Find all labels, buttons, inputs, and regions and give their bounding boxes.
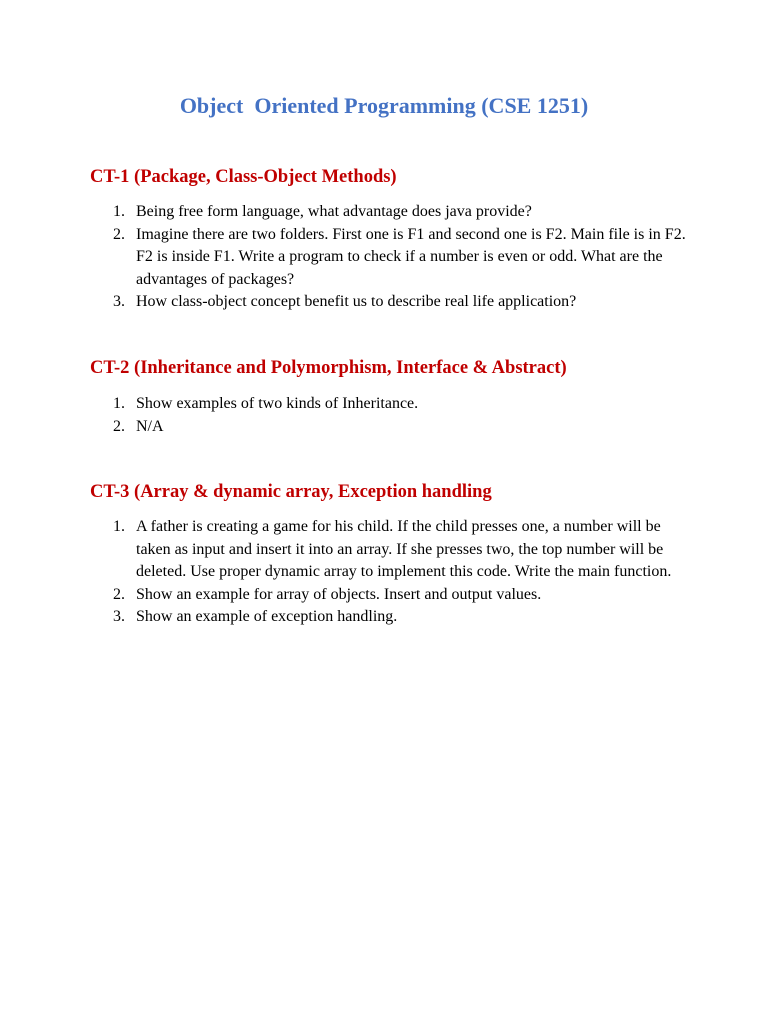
- question-text: Imagine there are two folders. First one is F1 and second one is F2. Main file is in F2. F2 is inside F1. Write a program to check if a number is even or odd. What are the advantages of packages?: [136, 225, 686, 288]
- question-text: Show an example of exception handling.: [136, 608, 398, 625]
- question-number: 1.: [113, 203, 125, 220]
- question-item: [0, 201, 696, 224]
- question-item: [0, 224, 696, 292]
- question-list-ct3: [0, 516, 768, 629]
- question-text: N/A: [136, 417, 164, 435]
- question-item: [0, 416, 696, 439]
- section-heading-ct2: CT-2 (Inheritance and Polymorphism, Interface & Abstract): [90, 358, 567, 378]
- page-title: Object Oriented Programming (CSE 1251): [179, 93, 589, 118]
- question-text: Show examples of two kinds of Inheritance.: [136, 395, 419, 412]
- question-number: 2.: [113, 585, 125, 603]
- question-item: [0, 606, 696, 629]
- question-number: 1.: [113, 395, 125, 412]
- question-number: 1.: [113, 518, 125, 535]
- question-number: 2.: [113, 417, 125, 435]
- section-heading-ct1: CT-1 (Package, Class-Object Methods): [90, 167, 397, 187]
- question-list-ct1: [0, 201, 768, 314]
- question-item: [0, 516, 696, 584]
- question-number: 3.: [113, 608, 125, 625]
- question-number: 2.: [113, 225, 125, 243]
- question-text: How class-object concept benefit us to describe real life application?: [136, 293, 577, 310]
- question-text: A father is creating a game for his child. If the child presses one, a number will be taken as input and insert it into an array. If she presses two, the top number will be deleted. Use proper dynamic array to implement this code. Write the main function.: [136, 518, 672, 580]
- section-heading-ct3: CT-3 (Array & dynamic array, Exception handling: [90, 482, 492, 502]
- question-item: [0, 393, 696, 416]
- question-item: [0, 584, 696, 607]
- question-text: Being free form language, what advantage does java provide?: [136, 203, 532, 220]
- question-list-ct2: [0, 393, 768, 438]
- question-text: Show an example for array of objects. Insert and output values.: [136, 585, 542, 603]
- question-item: [0, 291, 696, 314]
- question-number: 3.: [113, 293, 125, 310]
